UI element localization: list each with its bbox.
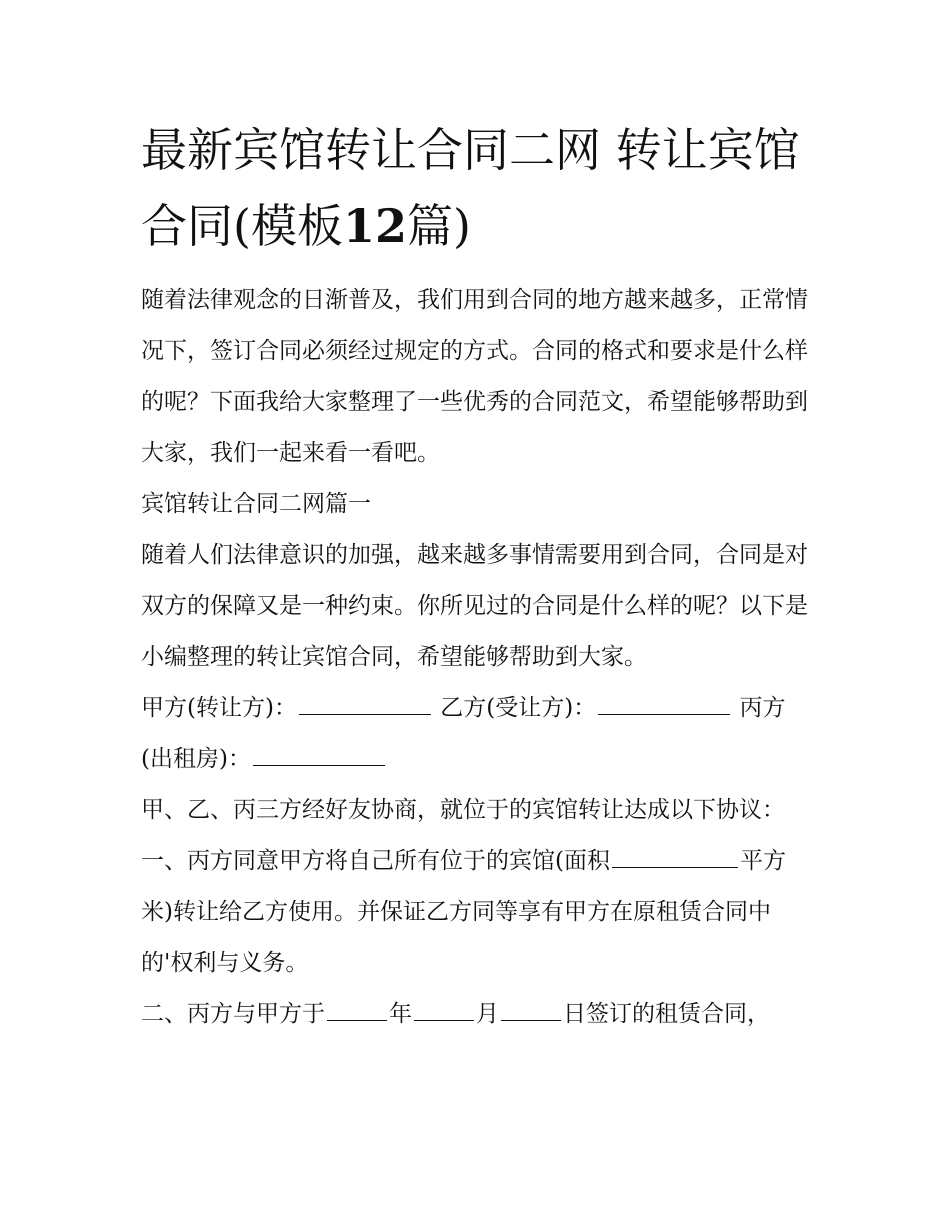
area-blank bbox=[612, 866, 738, 868]
year-blank bbox=[327, 1019, 387, 1021]
document-title bbox=[141, 112, 831, 264]
parties-paragraph bbox=[141, 683, 816, 785]
clause-one-text-end: 平方米)转让给乙方使用。并保证乙方同等享有甲方在原租赁合同中的'权利与义务。 bbox=[141, 848, 786, 976]
title-text-part2: 篇) bbox=[406, 199, 471, 253]
party-b-label: 乙方(受让方)： bbox=[440, 695, 597, 721]
year-label: 年 bbox=[389, 1001, 412, 1027]
clause-two-paragraph bbox=[141, 989, 816, 1040]
clause-two-text-end: 日签订的租赁合同， bbox=[563, 1001, 770, 1027]
party-a-blank bbox=[299, 713, 431, 715]
party-c-label: 丙方(出租房)： bbox=[141, 695, 786, 772]
party-a-label: 甲方(转让方)： bbox=[141, 695, 297, 721]
day-blank bbox=[501, 1019, 561, 1021]
month-label: 月 bbox=[476, 1001, 499, 1027]
section-intro-paragraph: 随着人们法律意识的加强，越来越多事情需要用到合同，合同是对双方的保障又是一种约束。你所见过的合同是什么样的呢？以下是小编整理的转让宾馆合同，希望能够帮助到大家。 bbox=[141, 542, 808, 670]
clause-one-text-start: 一、丙方同意甲方将自己所有位于的宾馆(面积 bbox=[141, 848, 610, 874]
party-c-blank bbox=[253, 764, 385, 766]
title-number: 12 bbox=[342, 199, 407, 253]
section-heading: 宾馆转让合同二网篇一 bbox=[141, 491, 371, 517]
party-b-blank bbox=[598, 713, 730, 715]
document-body bbox=[141, 275, 816, 1040]
title-text-part1: 最新宾馆转让合同二网 转让宾馆合同(模板 bbox=[141, 123, 800, 253]
clause-two-text-start: 二、丙方与甲方于 bbox=[141, 1001, 325, 1027]
intro-paragraph: 随着法律观念的日渐普及，我们用到合同的地方越来越多，正常情况下，签订合同必须经过规定的方式。合同的格式和要求是什么样的呢？下面我给大家整理了一些优秀的合同范文，希望能够帮助到大家，我们一起来看一看吧。 bbox=[141, 287, 808, 466]
month-blank bbox=[414, 1019, 474, 1021]
clause-one-paragraph bbox=[141, 836, 816, 989]
agreement-intro-paragraph: 甲、乙、丙三方经好友协商，就位于的宾馆转让达成以下协议： bbox=[141, 797, 785, 823]
